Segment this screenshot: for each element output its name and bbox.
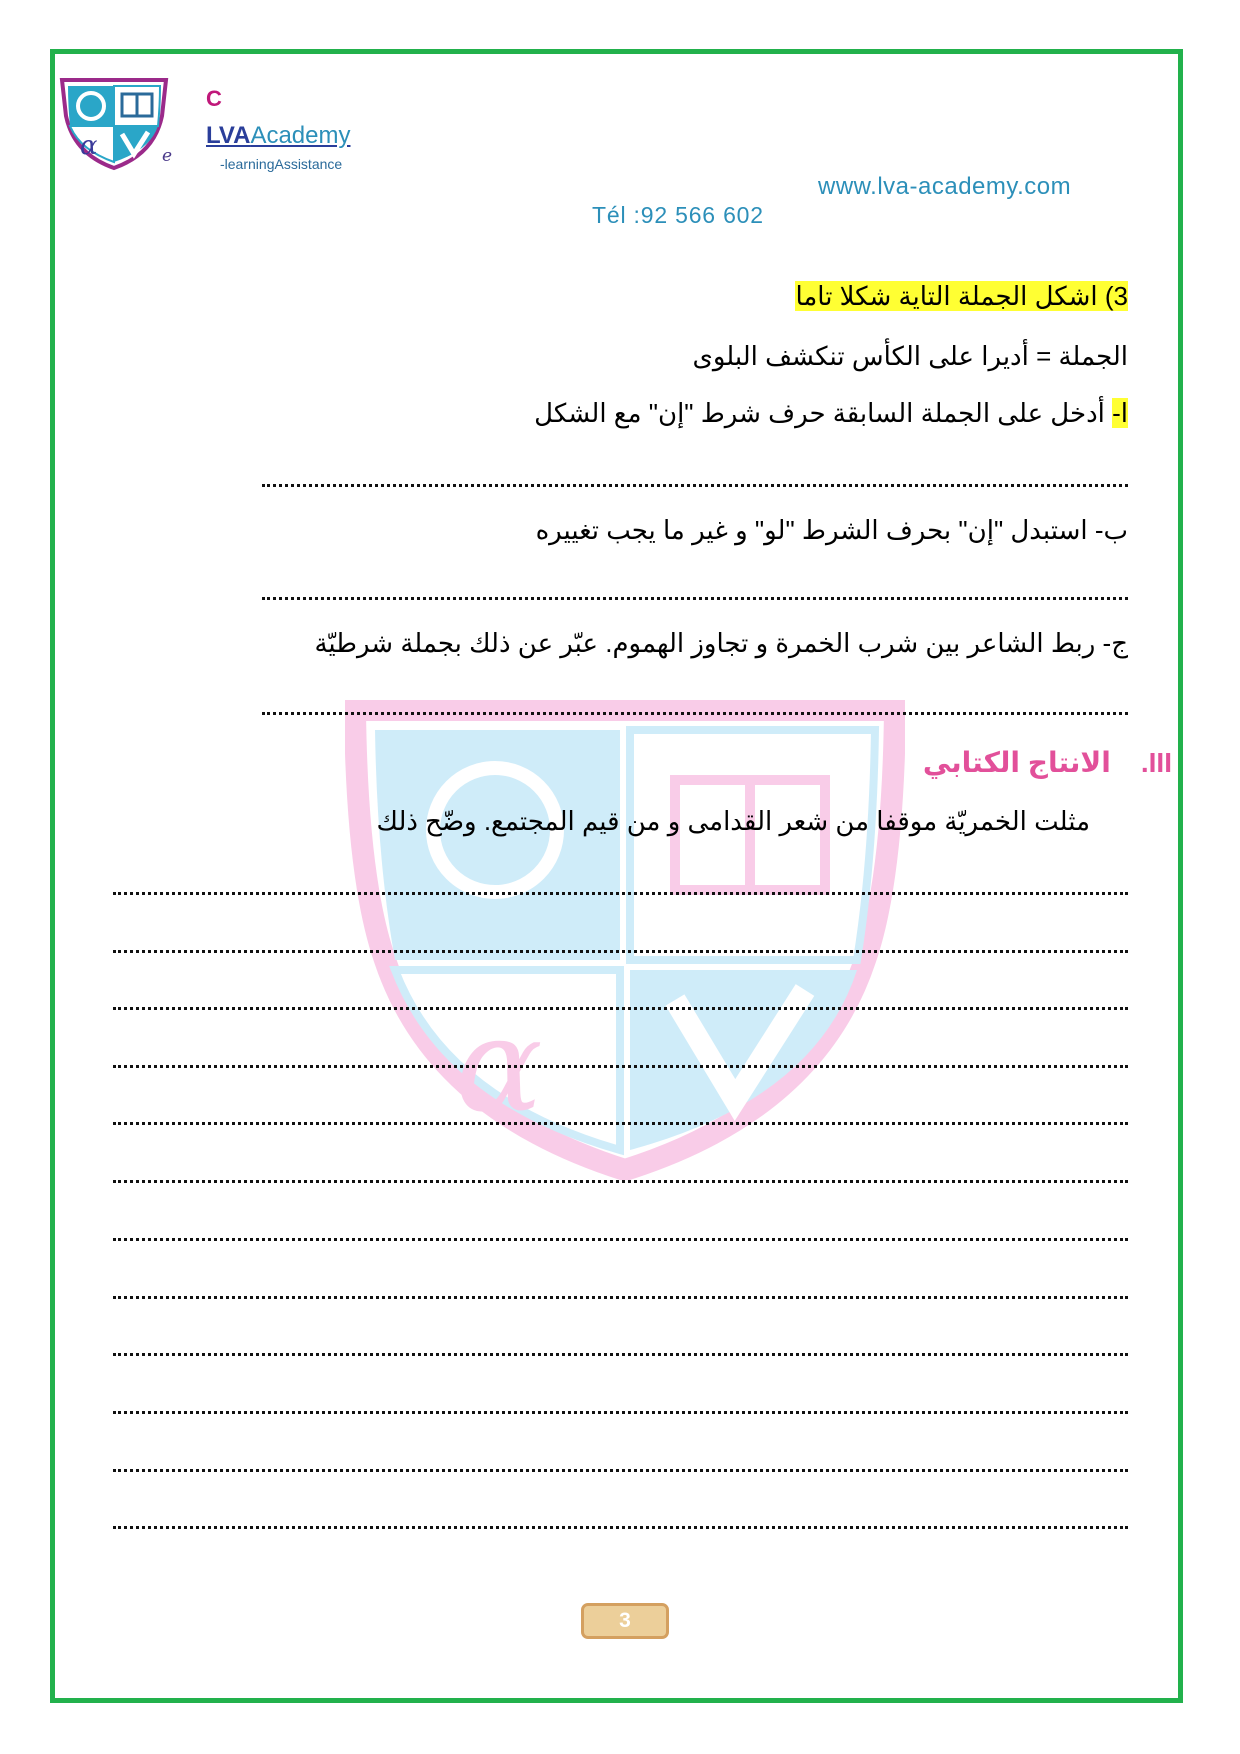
question-a bbox=[534, 398, 1128, 429]
answer-line-a[interactable] bbox=[262, 484, 1128, 487]
question-b: ب- استبدل "إن" بحرف الشرط "لو" و غير ما يجب تغييره bbox=[535, 515, 1128, 545]
writing-line[interactable] bbox=[113, 950, 1128, 953]
brand-name bbox=[206, 122, 350, 150]
question-a-marker: ا- bbox=[1112, 398, 1128, 428]
page-number-badge: 3 bbox=[581, 1603, 669, 1639]
section-heading bbox=[923, 746, 1172, 779]
brand-subtitle: -learningAssistance bbox=[220, 156, 343, 172]
lva-logo-icon bbox=[58, 76, 173, 172]
svg-text:α: α bbox=[455, 989, 543, 1141]
exercise-sentence: الجملة = أديرا على الكأس تنكشف البلوى bbox=[692, 341, 1128, 371]
brand-academy: Academy bbox=[250, 122, 351, 149]
question-a-text: أدخل على الجملة السابقة حرف شرط "إن" مع الشكل bbox=[534, 398, 1113, 428]
brand-letter: C bbox=[206, 86, 222, 111]
writing-line[interactable] bbox=[113, 1122, 1128, 1125]
website-link[interactable]: www.lva-academy.com bbox=[818, 173, 1072, 200]
exercise-title: 3) اشكل الجملة التاية شكلا تاما bbox=[795, 281, 1128, 311]
section-title: الانتاج الكتابي bbox=[922, 747, 1111, 778]
writing-line[interactable] bbox=[113, 1238, 1128, 1241]
writing-line[interactable] bbox=[113, 1469, 1128, 1472]
writing-line[interactable] bbox=[113, 892, 1128, 895]
watermark-logo-icon bbox=[345, 700, 905, 1180]
writing-line[interactable] bbox=[113, 1007, 1128, 1010]
svg-text:α: α bbox=[80, 131, 98, 161]
writing-prompt: مثلت الخمريّة موقفا من شعر القدامى و من قيم المجتمع. وضّح ذلك bbox=[376, 806, 1090, 836]
writing-line[interactable] bbox=[113, 1180, 1128, 1183]
writing-line[interactable] bbox=[113, 1065, 1128, 1068]
writing-line[interactable] bbox=[113, 1353, 1128, 1356]
question-c: ج- ربط الشاعر بين شرب الخمرة و تجاوز الهموم. عبّر عن ذلك بجملة شرطيّة bbox=[314, 628, 1128, 658]
brand-lva: LVA bbox=[206, 122, 251, 149]
writing-line[interactable] bbox=[113, 1296, 1128, 1299]
writing-line[interactable] bbox=[113, 1526, 1128, 1529]
logo-e-letter: e bbox=[162, 146, 173, 166]
phone-number: Tél :92 566 602 bbox=[592, 202, 764, 228]
section-number: III. bbox=[1140, 747, 1172, 778]
answer-line-c[interactable] bbox=[262, 712, 1128, 715]
writing-line[interactable] bbox=[113, 1411, 1128, 1414]
answer-line-b[interactable] bbox=[262, 597, 1128, 600]
